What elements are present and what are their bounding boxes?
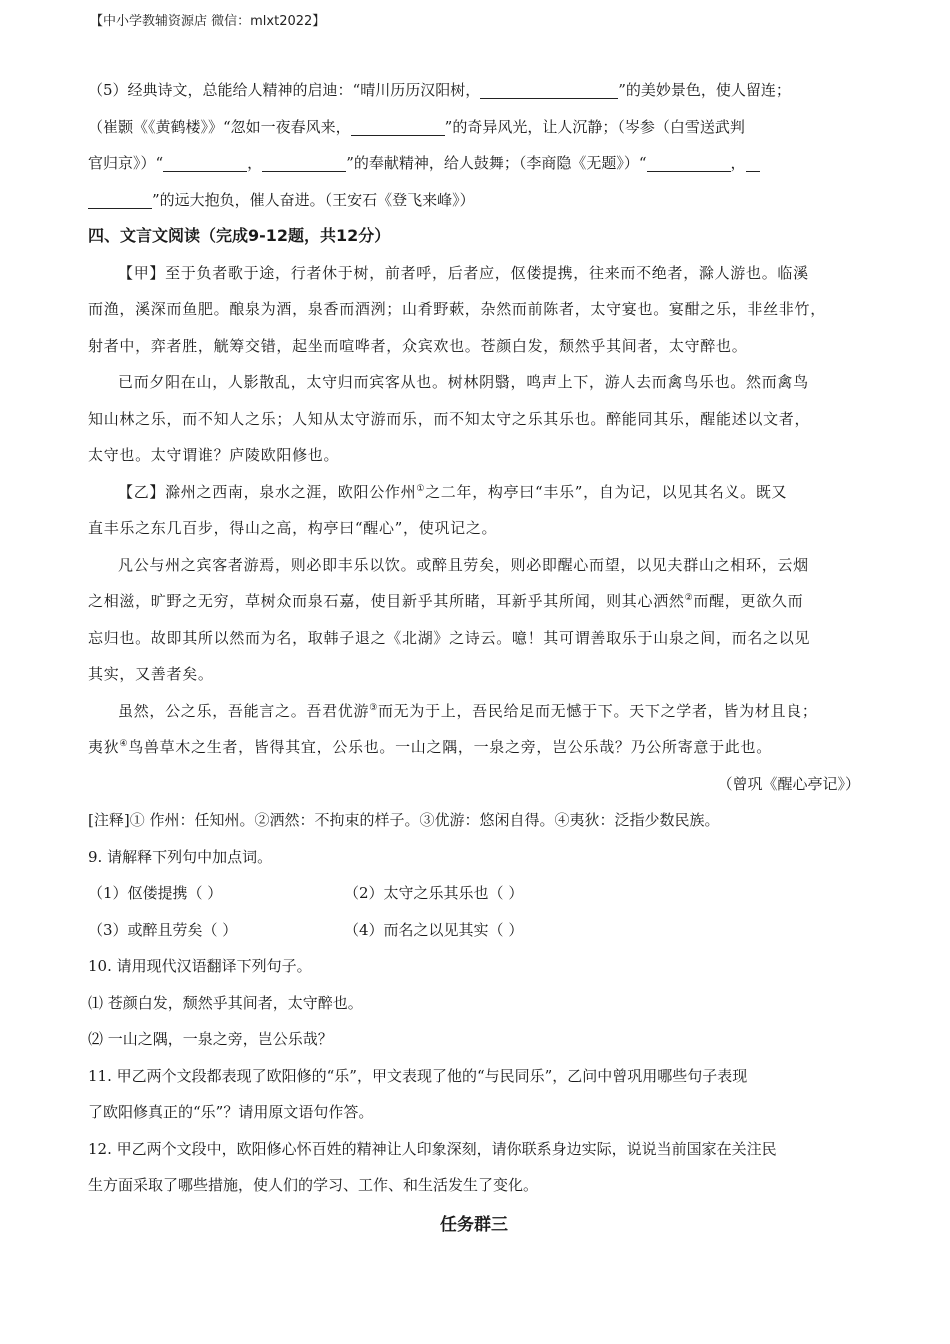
q9-row-1 bbox=[88, 875, 860, 912]
yi-line bbox=[88, 583, 860, 620]
yi-text: 之相滋，旷野之无穷，草树众而泉石嘉，使目新乎其所睹，耳新乎其所闻，则其心洒然 bbox=[88, 592, 685, 610]
jia-line: 太守也。太守谓谁？庐陵欧阳修也。 bbox=[88, 446, 340, 464]
jia-line: 射者中，弈者胜，觥筹交错，起坐而喧哗者，众宾欢也。苍颜白发，颓然乎其间者，太守醉也。 bbox=[88, 336, 748, 355]
jia-line: 【甲】至于负者歌于途，行者休于树，前者呼，后者应，伛偻提携，往来而不绝者，滁人游也。临溪 bbox=[118, 263, 809, 282]
footnote-marker: ① bbox=[416, 483, 426, 494]
q12-line: 12. 甲乙两个文段中，欧阳修心怀百姓的精神让人印象深刻，请你联系身边实际，说说当前国家在关注民 bbox=[88, 1139, 777, 1158]
poem-text: ”的远大抱负，催人奋进。（王安石《登飞来峰》） bbox=[152, 190, 475, 209]
poem-text: ， bbox=[247, 154, 263, 172]
q9-row-2 bbox=[88, 912, 860, 949]
yi-text: 【乙】滁州之西南，泉水之涯，欧阳公作州 bbox=[118, 482, 417, 501]
q9-stem: 9. 请解释下列句中加点词。 bbox=[88, 847, 273, 866]
poem-text: ”的奇异风光，让人沉静；（岑参（白雪送武判 bbox=[444, 117, 745, 136]
section-title: 四、文言文阅读（完成9-12题，共12分） bbox=[88, 226, 391, 245]
q10-sentence: ⑵ 一山之隅，一泉之旁，岂公乐哉？ bbox=[88, 1030, 333, 1048]
answer-blank[interactable] bbox=[351, 117, 445, 136]
poem-text: ”的奉献精神，给人鼓舞；（李商隐《无题》）“ bbox=[346, 154, 647, 172]
footnote-marker: ③ bbox=[369, 702, 378, 713]
footnote-marker: ④ bbox=[119, 739, 129, 749]
footnote-marker: ② bbox=[684, 593, 694, 603]
q10-sentence: ⑴ 苍颜白发，颓然乎其间者，太守醉也。 bbox=[88, 993, 363, 1012]
header-source: 【中小学教辅资源店 微信：mlxt2022】 bbox=[90, 14, 326, 29]
poem-text: ”的美妙景色，使人留连； bbox=[618, 81, 791, 99]
poem-line-2 bbox=[88, 109, 860, 146]
answer-blank[interactable] bbox=[163, 153, 247, 172]
task-group-title: 任务群三 bbox=[440, 1214, 508, 1235]
answer-blank[interactable] bbox=[647, 153, 731, 172]
jia-line: 知山林之乐，而不知人之乐；人知从太守游而乐，而不知太守之乐其乐也。醉能同其乐，醒能述以文者， bbox=[88, 409, 811, 428]
q9-item: （3）或醉且劳矣（ ） bbox=[88, 920, 238, 939]
yi-line bbox=[88, 474, 860, 511]
yi-text: 鸟兽草木之生者，皆得其宜，公乐也。一山之隅，一泉之旁，岂公乐哉？乃公所寄意于此也。 bbox=[128, 738, 772, 756]
yi-line: 直丰乐之东几百步，得山之高，构亭曰“醒心”，使巩记之。 bbox=[88, 519, 498, 537]
answer-blank[interactable] bbox=[88, 190, 152, 209]
yi-text: 而无为于上，吾民给足而无憾于下。天下之学者，皆为材且良； bbox=[377, 701, 818, 720]
answer-blank[interactable] bbox=[746, 153, 760, 172]
poem-line-1 bbox=[88, 72, 860, 109]
yi-text: 虽然，公之乐，吾能言之。吾君优游 bbox=[118, 701, 370, 720]
q12-line: 生方面采取了哪些措施，使人们的学习、工作、和生活发生了变化。 bbox=[88, 1176, 539, 1194]
yi-text: 之二年，构亭曰“丰乐”，自为记，以见其名义。既又 bbox=[425, 482, 788, 501]
q9-item: （2）太守之乐其乐也（ ） bbox=[344, 884, 524, 902]
jia-line: 已而夕阳在山，人影散乱，太守归而宾客从也。树林阴翳，鸣声上下，游人去而禽鸟乐也。然而禽鸟 bbox=[118, 373, 809, 391]
answer-blank[interactable] bbox=[262, 153, 346, 172]
exam-page bbox=[88, 72, 860, 1235]
jia-line: 而渔，溪深而鱼肥。酿泉为酒，泉香而酒洌；山肴野蔌，杂然而前陈者，太守宴也。宴酣之乐，非丝非竹， bbox=[88, 300, 826, 318]
poem-line-4 bbox=[88, 182, 860, 219]
poem-text: （崔颢《《黄鹤楼》》“忽如一夜春风来， bbox=[88, 117, 351, 136]
poem-line-3 bbox=[88, 145, 860, 182]
yi-line bbox=[88, 693, 860, 730]
poem-text: ， bbox=[730, 154, 746, 172]
yi-text: 而醒，更欲久而 bbox=[693, 592, 804, 610]
q11-line: 11. 甲乙两个文段都表现了欧阳修的“乐”，甲文表现了他的“与民同乐”，乙问中曾巩用哪些句子表现 bbox=[88, 1066, 748, 1085]
yi-line bbox=[88, 729, 860, 766]
answer-blank[interactable] bbox=[480, 80, 618, 99]
poem-text: （5）经典诗文，总能给人精神的启迪：“晴川历历汉阳树， bbox=[88, 81, 481, 99]
q9-item: （4）而名之以见其实（ ） bbox=[344, 920, 524, 939]
q10-stem: 10. 请用现代汉语翻译下列句子。 bbox=[88, 957, 312, 975]
notes: [注释]① 作州：任知州。②洒然：不拘束的样子。③优游：悠闲自得。④夷狄：泛指少数民族。 bbox=[88, 811, 720, 829]
q11-line: 了欧阳修真正的“乐”？请用原文语句作答。 bbox=[88, 1103, 374, 1121]
yi-line: 凡公与州之宾客者游焉，则必即丰乐以饮。或醉且劳矣，则必即醒心而望，以见夫群山之相环，云烟 bbox=[118, 555, 809, 574]
yi-source: （曾巩《醒心亭记》） bbox=[717, 774, 860, 793]
yi-line: 忘归也。故即其所以然而为名，取韩子退之《北湖》之诗云。噫！其可谓善取乐于山泉之间，而名之以见 bbox=[88, 628, 811, 647]
poem-text: 官归京》）“ bbox=[88, 154, 164, 172]
yi-text: 夷狄 bbox=[88, 738, 120, 756]
yi-line: 其实，又善者矣。 bbox=[88, 665, 214, 683]
q9-item: （1）伛偻提携（ ） bbox=[88, 884, 223, 902]
